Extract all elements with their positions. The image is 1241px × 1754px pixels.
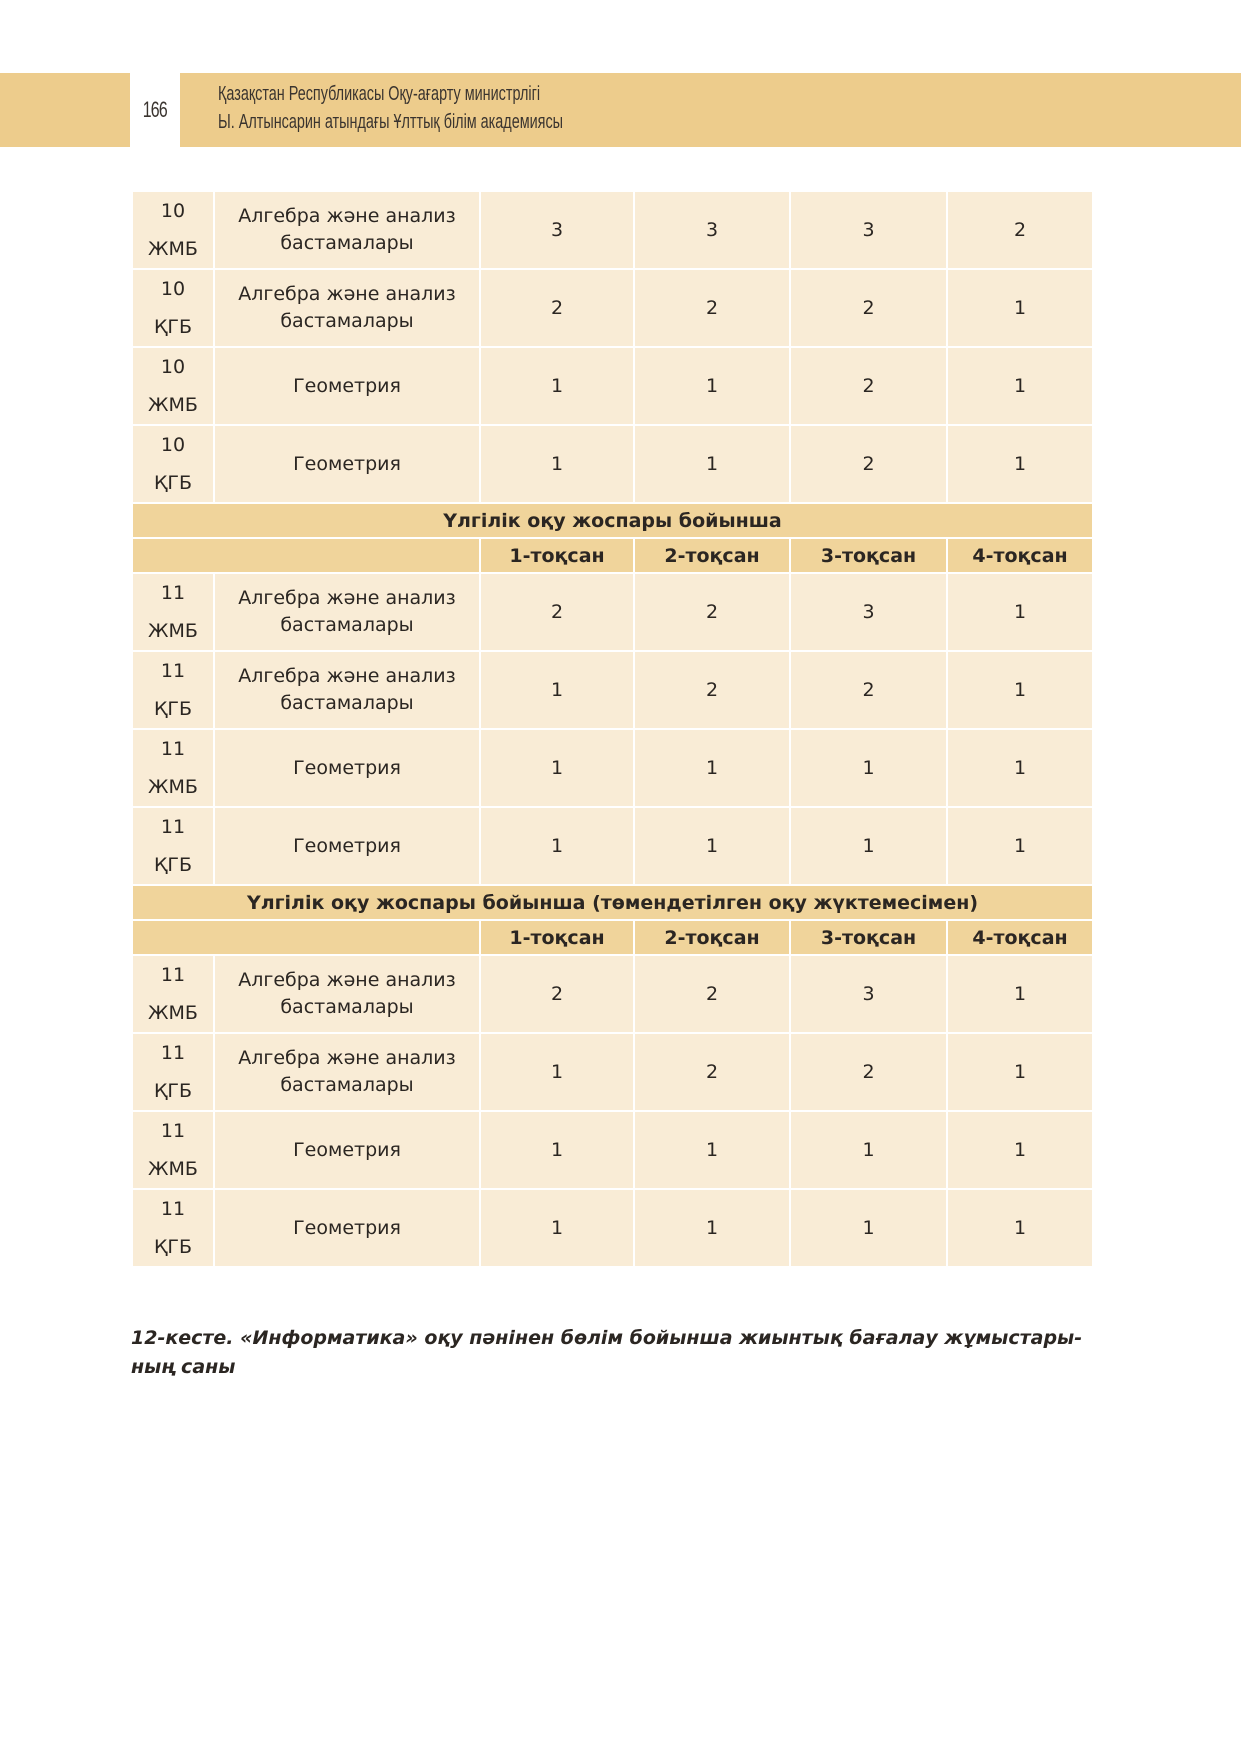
subject: Алгебра және анализ бастамалары: [238, 1047, 456, 1096]
class-cell: [132, 573, 214, 651]
quarter-3-value: 2: [790, 347, 947, 425]
table-caption: 12-кесте. «Информатика» оқу пәнінен бөлім бойынша жиынтық бағалау жұмыстары-ның саны: [131, 1327, 1083, 1378]
quarter-4-value: 1: [947, 807, 1093, 885]
quarter-header-2: 2-тоқсан: [634, 538, 790, 573]
table-row: [132, 807, 1093, 885]
grade: 11: [160, 660, 186, 682]
subject: Геометрия: [293, 1138, 401, 1161]
table-row: [132, 573, 1093, 651]
subject-cell: [214, 347, 480, 425]
grade: 10: [160, 200, 186, 222]
subject-cell: [214, 651, 480, 729]
header-band: [0, 73, 1241, 147]
quarter-2-value: 1: [634, 729, 790, 807]
quarter-2-value: 1: [634, 425, 790, 503]
subject-cell: [214, 1111, 480, 1189]
header-line-academy: Ы. Алтынсарин атындағы Ұлттық білім академиясы: [218, 111, 564, 133]
grade: 11: [160, 964, 186, 986]
quarter-header-1: 1-тоқсан: [480, 538, 634, 573]
quarter-4-value: 1: [947, 651, 1093, 729]
track: ҚГБ: [153, 316, 193, 338]
quarter-4-value: 1: [947, 1189, 1093, 1267]
subject: Геометрия: [293, 834, 401, 857]
quarter-header-1: 1-тоқсан: [480, 920, 634, 955]
quarter-1-value: 1: [480, 807, 634, 885]
track: ЖМБ: [148, 776, 198, 798]
subject: Алгебра және анализ бастамалары: [238, 969, 456, 1018]
table-row: [132, 729, 1093, 807]
quarter-4-value: 1: [947, 1111, 1093, 1189]
quarter-header-4: 4-тоқсан: [947, 920, 1093, 955]
track: ҚГБ: [153, 472, 193, 494]
quarter-2-value: 3: [634, 191, 790, 269]
quarter-1-value: 1: [480, 729, 634, 807]
table-row: [132, 269, 1093, 347]
quarter-1-value: 1: [480, 651, 634, 729]
quarter-4-value: 1: [947, 425, 1093, 503]
quarter-3-value: 1: [790, 807, 947, 885]
class-cell: [132, 269, 214, 347]
quarter-3-value: 2: [790, 425, 947, 503]
quarter-2-value: 1: [634, 1111, 790, 1189]
track: ЖМБ: [148, 238, 198, 260]
quarter-4-value: 1: [947, 347, 1093, 425]
publisher-header: [218, 80, 563, 136]
grade: 11: [160, 738, 186, 760]
class-cell: [132, 1111, 214, 1189]
class-cell: [132, 807, 214, 885]
grade: 10: [160, 434, 186, 456]
quarter-3-value: 3: [790, 955, 947, 1033]
track: ЖМБ: [148, 394, 198, 416]
class-cell: [132, 651, 214, 729]
track: ЖМБ: [148, 1158, 198, 1180]
subject: Алгебра және анализ бастамалары: [238, 665, 456, 714]
page-number-text: 166: [142, 97, 168, 122]
quarter-1-value: 1: [480, 1111, 634, 1189]
track: ҚГБ: [153, 854, 193, 876]
section-title-row: [132, 885, 1093, 920]
table-row: [132, 1033, 1093, 1111]
quarter-4-value: 1: [947, 1033, 1093, 1111]
table-row: [132, 1189, 1093, 1267]
subject: Геометрия: [293, 374, 401, 397]
table-row: [132, 955, 1093, 1033]
quarter-header-2: 2-тоқсан: [634, 920, 790, 955]
track: ҚГБ: [153, 1236, 193, 1258]
quarter-2-value: 2: [634, 651, 790, 729]
quarter-3-value: 1: [790, 1189, 947, 1267]
table-row: [132, 651, 1093, 729]
quarter-1-value: 1: [480, 1189, 634, 1267]
quarter-header-4: 4-тоқсан: [947, 538, 1093, 573]
quarter-3-value: 3: [790, 191, 947, 269]
quarter-1-value: 3: [480, 191, 634, 269]
track: ЖМБ: [148, 620, 198, 642]
grade: 11: [160, 816, 186, 838]
subject: Алгебра және анализ бастамалары: [238, 587, 456, 636]
quarter-2-value: 2: [634, 269, 790, 347]
table-row: [132, 191, 1093, 269]
subject-cell: [214, 573, 480, 651]
grade: 10: [160, 278, 186, 300]
quarter-4-value: 1: [947, 573, 1093, 651]
quarter-3-value: 2: [790, 651, 947, 729]
section-title: Үлгілік оқу жоспары бойынша: [132, 503, 1093, 538]
subject: Алгебра және анализ бастамалары: [238, 205, 456, 254]
subject: Алгебра және анализ бастамалары: [238, 283, 456, 332]
subject-cell: [214, 425, 480, 503]
quarter-header-3: 3-тоқсан: [790, 538, 947, 573]
class-cell: [132, 955, 214, 1033]
class-cell: [132, 729, 214, 807]
quarter-1-value: 2: [480, 573, 634, 651]
section-title: Үлгілік оқу жоспары бойынша (төмендетілген оқу жүктемесімен): [132, 885, 1093, 920]
quarter-4-value: 2: [947, 191, 1093, 269]
quarter-4-value: 1: [947, 729, 1093, 807]
quarter-3-value: 1: [790, 729, 947, 807]
subject-cell: [214, 269, 480, 347]
quarter-3-value: 1: [790, 1111, 947, 1189]
quarter-2-value: 2: [634, 955, 790, 1033]
subject-cell: [214, 729, 480, 807]
class-cell: [132, 191, 214, 269]
track: ЖМБ: [148, 1002, 198, 1024]
table-row: [132, 425, 1093, 503]
subject-cell: [214, 1033, 480, 1111]
quarter-3-value: 3: [790, 573, 947, 651]
quarter-4-value: 1: [947, 955, 1093, 1033]
class-cell: [132, 1189, 214, 1267]
quarter-1-value: 1: [480, 425, 634, 503]
grade: 11: [160, 582, 186, 604]
quarter-1-value: 1: [480, 1033, 634, 1111]
class-cell: [132, 347, 214, 425]
subject-cell: [214, 191, 480, 269]
quarter-3-value: 2: [790, 269, 947, 347]
section-title-row: [132, 503, 1093, 538]
subject: Геометрия: [293, 452, 401, 475]
table-row: [132, 347, 1093, 425]
blank-header-cell: [132, 920, 480, 955]
grade: 11: [160, 1198, 186, 1220]
track: ҚГБ: [153, 698, 193, 720]
subject-cell: [214, 1189, 480, 1267]
header-line-ministry: Қазақстан Республикасы Оқу-ағарту министрлігі: [218, 83, 541, 105]
grade: 11: [160, 1042, 186, 1064]
assessment-table: [131, 190, 1094, 1268]
grade: 10: [160, 356, 186, 378]
subject-cell: [214, 807, 480, 885]
class-cell: [132, 1033, 214, 1111]
quarter-1-value: 2: [480, 269, 634, 347]
class-cell: [132, 425, 214, 503]
quarter-header-row: [132, 538, 1093, 573]
quarter-2-value: 1: [634, 347, 790, 425]
table-body: [132, 191, 1093, 1267]
quarter-header-row: [132, 920, 1093, 955]
page-number: [130, 73, 180, 147]
blank-header-cell: [132, 538, 480, 573]
track: ҚГБ: [153, 1080, 193, 1102]
quarter-1-value: 1: [480, 347, 634, 425]
quarter-3-value: 2: [790, 1033, 947, 1111]
subject: Геометрия: [293, 756, 401, 779]
quarter-1-value: 2: [480, 955, 634, 1033]
grade: 11: [160, 1120, 186, 1142]
quarter-4-value: 1: [947, 269, 1093, 347]
table-row: [132, 1111, 1093, 1189]
quarter-2-value: 1: [634, 1189, 790, 1267]
quarter-2-value: 2: [634, 1033, 790, 1111]
subject: Геометрия: [293, 1216, 401, 1239]
subject-cell: [214, 955, 480, 1033]
quarter-2-value: 1: [634, 807, 790, 885]
quarter-header-3: 3-тоқсан: [790, 920, 947, 955]
quarter-2-value: 2: [634, 573, 790, 651]
